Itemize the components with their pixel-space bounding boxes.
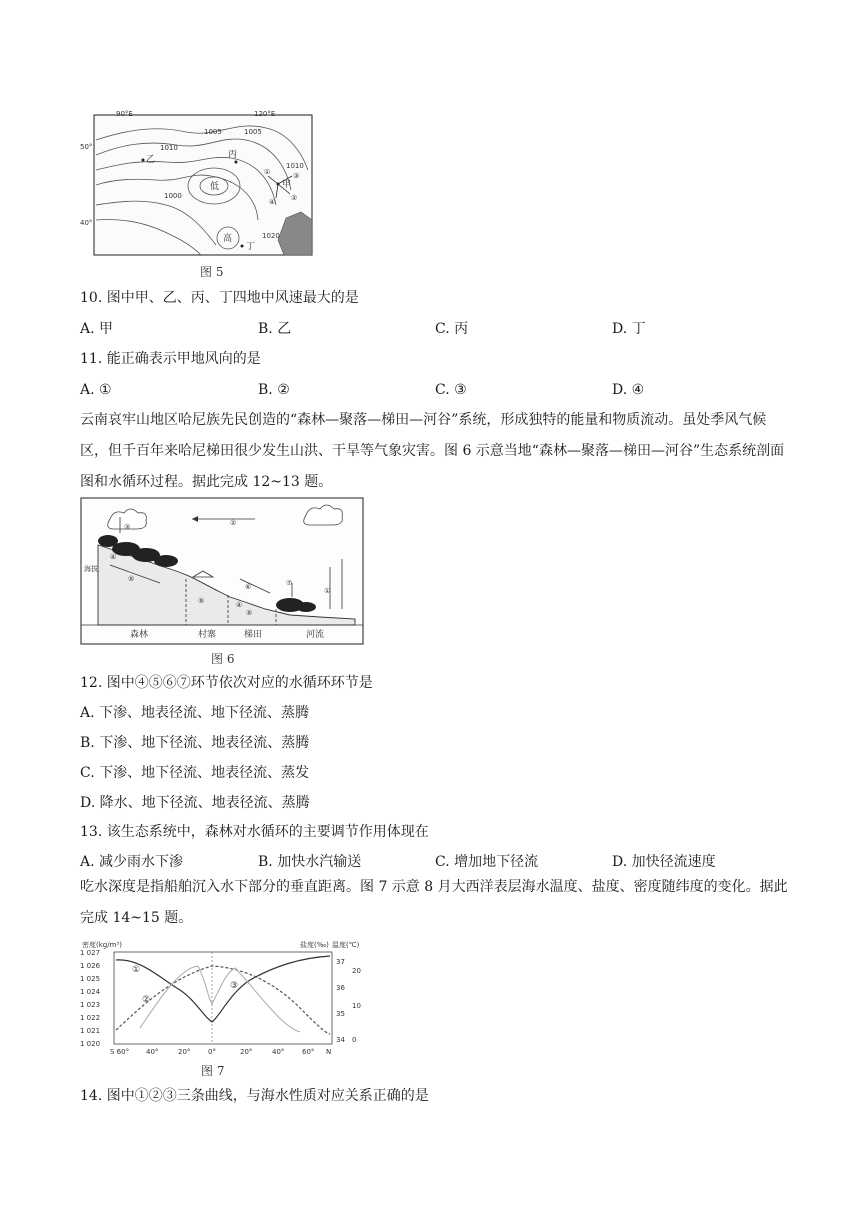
density-tick-1027: 1 027 (80, 949, 101, 957)
isobar-label-1000: 1000 (164, 192, 182, 200)
passage-atlantic: 吃水深度是指船舶沉入水下部分的垂直距离。图 7 示意 8 月大西洋表层海水温度、盐度、密度随纬度的变化。据此完成 14~15 题。 (80, 879, 788, 926)
density-tick-1022: 1 022 (80, 1014, 101, 1022)
question-12-stem: 12. 图中④⑤⑥⑦环节依次对应的水循环环节是 (80, 675, 373, 691)
x-tick-0: 0° (208, 1048, 216, 1056)
x-tick-s60: S 60° (110, 1048, 130, 1056)
q12-option-d[interactable]: D. 降水、地下径流、地表径流、蒸腾 (80, 795, 310, 811)
lon-label-90e: 90°E (116, 110, 133, 118)
q10-option-b[interactable]: B. 乙 (258, 321, 292, 337)
curve-label-1: ① (132, 965, 141, 975)
curve-1 (116, 956, 330, 1022)
figure-7-ocean-properties (80, 938, 370, 1060)
q10-option-c[interactable]: C. 丙 (435, 321, 469, 337)
temp-tick-20: 20 (352, 967, 361, 975)
zone-terrace: 梯田 (244, 630, 263, 640)
arrow-1: ① (264, 168, 271, 176)
isobar-map-svg (80, 110, 318, 260)
arrow-4: ④ (269, 198, 276, 206)
q11-option-c[interactable]: C. ③ (435, 382, 467, 398)
marker-7: ⑦ (286, 579, 293, 587)
question-11-stem: 11. 能正确表示甲地风向的是 (80, 351, 261, 367)
high-pressure-center: 高 (223, 234, 233, 244)
marker-6: ⑥ (245, 583, 252, 591)
isobar-label-1020: 1020 (262, 232, 280, 240)
figure-5-caption: 图 5 (200, 265, 224, 279)
question-10-stem: 10. 图中甲、乙、丙、丁四地中风速最大的是 (80, 290, 359, 306)
density-axis-title: 密度(kg/m³) (82, 941, 122, 949)
x-tick-n20: 20° (240, 1048, 253, 1056)
figure-7-caption: 图 7 (201, 1064, 225, 1078)
x-tick-s20: 20° (178, 1048, 191, 1056)
q11-option-b[interactable]: B. ② (258, 382, 290, 398)
marker-4b: ④ (236, 601, 243, 609)
figure-5-isobar-map (80, 110, 318, 260)
temp-tick-0: 0 (352, 1036, 357, 1044)
zone-river: 河流 (306, 630, 325, 640)
temperature-axis-title: 温度(℃) (332, 941, 360, 949)
lat-label-50: 50° (80, 143, 93, 151)
passage-hani-terraces: 云南哀牢山地区哈尼族先民创造的“森林—聚落—梯田—河谷”系统，形成独特的能量和物质流动。虽处季风气候区，但千百年来哈尼梯田很少发生山洪、干旱等气象灾害。图 6 示意当地“森林—聚落—梯田—河谷”生态系统剖面图和水循环过程。据此完成 12~13 题。 (80, 412, 785, 490)
place-yi: 乙 (146, 155, 156, 165)
q13-option-c[interactable]: C. 增加地下径流 (435, 854, 539, 870)
curve-label-2: ② (142, 995, 151, 1005)
marker-3: ③ (124, 523, 131, 531)
marker-5c: ⑤ (246, 609, 253, 617)
zone-forest: 森林 (130, 630, 149, 640)
q11-option-a[interactable]: A. ① (80, 382, 112, 398)
salinity-tick-37: 37 (336, 958, 345, 966)
q11-option-d[interactable]: D. ④ (612, 382, 645, 398)
low-pressure-center: 低 (210, 182, 220, 192)
x-tick-n60: 60° (302, 1048, 315, 1056)
arrow-3: ③ (293, 172, 300, 180)
salinity-tick-35: 35 (336, 1010, 345, 1018)
place-bing: 丙 (228, 150, 238, 160)
q10-option-d[interactable]: D. 丁 (612, 321, 646, 337)
q12-option-c[interactable]: C. 下渗、地下径流、地表径流、蒸发 (80, 765, 310, 781)
lat-label-40: 40° (80, 219, 93, 227)
q12-option-a[interactable]: A. 下渗、地表径流、地下径流、蒸腾 (80, 705, 310, 721)
q13-option-b[interactable]: B. 加快水汽输送 (258, 854, 362, 870)
x-tick-s40: 40° (146, 1048, 159, 1056)
isobar-label-1005a: 1005 (204, 128, 222, 136)
density-tick-1021: 1 021 (80, 1027, 101, 1035)
density-tick-1026: 1 026 (80, 962, 101, 970)
isobar-label-1010b: 1010 (286, 162, 304, 170)
ecosystem-profile-svg (80, 497, 365, 647)
question-13-stem: 13. 该生态系统中，森林对水循环的主要调节作用体现在 (80, 824, 429, 840)
zone-village: 村寨 (198, 630, 217, 640)
q12-option-b[interactable]: B. 下渗、地下径流、地表径流、蒸腾 (80, 735, 310, 751)
arrow-2: ② (291, 194, 298, 202)
curve-3 (140, 966, 300, 1032)
question-14-stem: 14. 图中①②③三条曲线，与海水性质对应关系正确的是 (80, 1088, 429, 1104)
isobar-label-1005b: 1005 (244, 128, 262, 136)
curve-label-3: ③ (230, 981, 239, 991)
x-tick-n40: 40° (272, 1048, 285, 1056)
isobar-label-1010a: 1010 (160, 144, 178, 152)
q13-option-a[interactable]: A. 减少雨水下渗 (80, 854, 184, 870)
y-axis-label: 海拔 (84, 565, 98, 573)
salinity-tick-36: 36 (336, 984, 345, 992)
ocean-properties-svg (80, 938, 370, 1060)
q13-option-d[interactable]: D. 加快径流速度 (612, 854, 716, 870)
temp-tick-10: 10 (352, 1002, 361, 1010)
marker-2: ② (230, 519, 237, 527)
density-tick-1023: 1 023 (80, 1001, 101, 1009)
marker-5a: ⑤ (128, 575, 135, 583)
marker-1: ① (324, 587, 331, 595)
figure-6-caption: 图 6 (211, 652, 235, 666)
place-jia: 甲 (282, 180, 292, 190)
lon-label-120e: 120°E (254, 110, 276, 118)
density-tick-1025: 1 025 (80, 975, 101, 983)
salinity-tick-34: 34 (336, 1036, 345, 1044)
density-tick-1024: 1 024 (80, 988, 101, 996)
marker-4a: ④ (110, 553, 117, 561)
figure-6-ecosystem-profile (80, 497, 365, 647)
density-tick-1020: 1 020 (80, 1040, 101, 1048)
x-tick-n: N (326, 1048, 332, 1056)
salinity-axis-title: 盐度(‰) (300, 941, 329, 949)
q10-option-a[interactable]: A. 甲 (80, 321, 114, 337)
marker-5b: ⑤ (198, 597, 205, 605)
place-ding: 丁 (246, 242, 256, 252)
